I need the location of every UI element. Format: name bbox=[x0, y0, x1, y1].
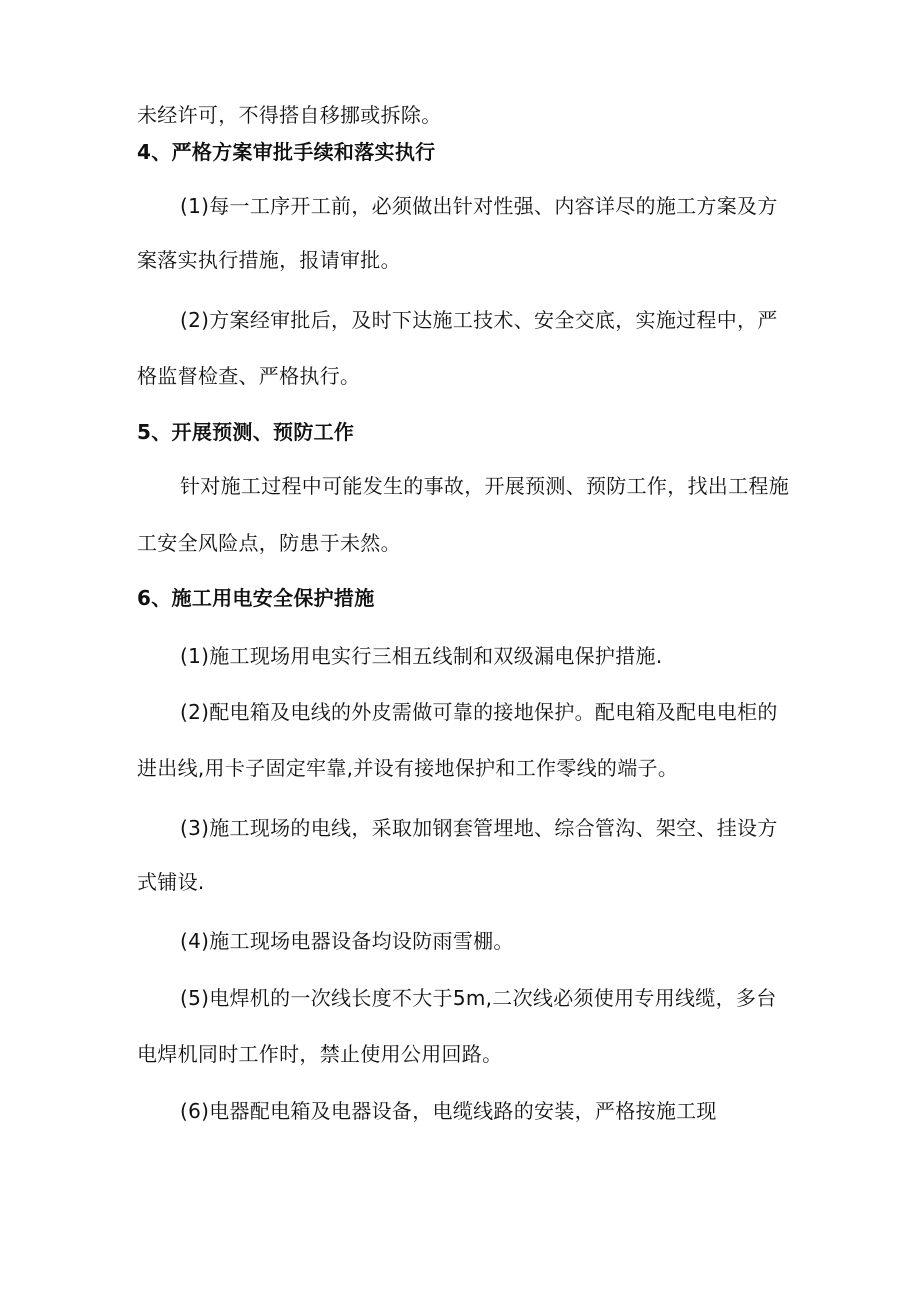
paragraph-line: (6)电器配电箱及电器设备，电缆线路的安装，严格按施工现 bbox=[180, 1099, 717, 1123]
body-text-line: 工安全风险点，防患于未然。 bbox=[137, 531, 401, 555]
body-text-line: 格监督检查、严格执行。 bbox=[137, 364, 361, 388]
paragraph-line: (2)方案经审批后，及时下达施工技术、安全交底，实施过程中，严 bbox=[180, 308, 778, 332]
body-text-line: 进出线,用卡子固定牢靠,并设有接地保护和工作零线的端子。 bbox=[137, 756, 679, 780]
body-text-line: 式铺设. bbox=[137, 870, 205, 894]
body-text-line: 电焊机同时工作时，禁止使用公用回路。 bbox=[137, 1042, 503, 1066]
paragraph-line: (4)施工现场电器设备均设防雨雪棚。 bbox=[180, 929, 514, 953]
paragraph-line: (1)施工现场用电实行三相五线制和双级漏电保护措施. bbox=[180, 644, 663, 668]
paragraph-line: 针对施工过程中可能发生的事故，开展预测、预防工作，找出工程施 bbox=[180, 474, 789, 498]
paragraph-line: (2)配电箱及电线的外皮需做可靠的接地保护。配电箱及配电电柜的 bbox=[180, 700, 778, 724]
body-text-line: 未经许可，不得搭自移挪或拆除。 bbox=[137, 103, 442, 127]
paragraph-line: (1)每一工序开工前，必须做出针对性强、内容详尽的施工方案及方 bbox=[180, 194, 778, 218]
section-heading: 4、严格方案审批手续和落实执行 bbox=[137, 140, 436, 164]
paragraph-line: (5)电焊机的一次线长度不大于5m,二次线必须使用专用线缆，多台 bbox=[180, 986, 777, 1010]
paragraph-line: (3)施工现场的电线，采取加钢套管埋地、综合管沟、架空、挂设方 bbox=[180, 816, 778, 840]
body-text-line: 案落实执行措施，报请审批。 bbox=[137, 248, 401, 272]
section-heading: 6、施工用电安全保护措施 bbox=[137, 586, 375, 610]
section-heading: 5、开展预测、预防工作 bbox=[137, 420, 355, 444]
